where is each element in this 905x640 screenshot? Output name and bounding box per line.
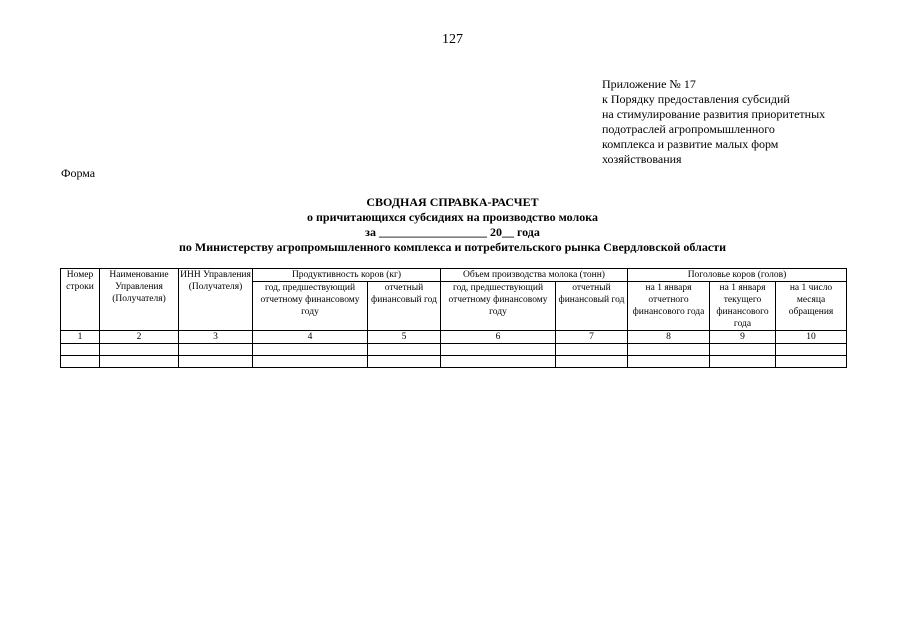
table-cell: [556, 356, 628, 368]
column-number: 2: [100, 331, 179, 344]
column-number: 5: [368, 331, 441, 344]
header-first-of-month: на 1 число месяца обращения: [776, 282, 847, 331]
table-header-row: [61, 269, 847, 282]
title-line: о причитающихся субсидиях на производство молока: [307, 210, 598, 224]
table-row: [61, 344, 847, 356]
appendix-line: комплекса и развитие малых форм: [602, 137, 779, 151]
column-number: 6: [441, 331, 556, 344]
document-title: [0, 195, 905, 255]
table-cell: [368, 344, 441, 356]
table-cell: [556, 344, 628, 356]
subsidy-table: [60, 268, 847, 368]
column-number: 7: [556, 331, 628, 344]
header-row-number: Номер строки: [61, 269, 100, 331]
table-cell: [441, 356, 556, 368]
table-cell: [776, 344, 847, 356]
table-cell: [100, 356, 179, 368]
table-cell: [61, 356, 100, 368]
column-number: 9: [710, 331, 776, 344]
column-number: 4: [253, 331, 368, 344]
table-cell: [253, 344, 368, 356]
column-numbers-row: [61, 331, 847, 344]
header-prev-year-productivity: год, предшествующий отчетному финансовому году: [253, 282, 368, 331]
header-inn: ИНН Управления (Получателя): [179, 269, 253, 331]
table-cell: [179, 344, 253, 356]
title-line: СВОДНАЯ СПРАВКА-РАСЧЕТ: [366, 195, 539, 209]
appendix-note: [602, 77, 825, 167]
header-recipient-name: Наименование Управления (Получателя): [100, 269, 179, 331]
column-number: 10: [776, 331, 847, 344]
header-volume: Объем производства молока (тонн): [441, 269, 628, 282]
table-cell: [710, 344, 776, 356]
header-prev-year-volume: год, предшествующий отчетному финансовому году: [441, 282, 556, 331]
header-jan1-current: на 1 января текущего финансового года: [710, 282, 776, 331]
column-number: 3: [179, 331, 253, 344]
table-cell: [179, 356, 253, 368]
header-report-year-productivity: отчетный финансовый год: [368, 282, 441, 331]
header-productivity: Продуктивность коров (кг): [253, 269, 441, 282]
form-label: Форма: [61, 166, 96, 180]
table-cell: [441, 344, 556, 356]
title-line: за __________________ 20__ года: [365, 225, 540, 239]
table-cell: [628, 344, 710, 356]
header-report-year-volume: отчетный финансовый год: [556, 282, 628, 331]
header-livestock: Поголовье коров (голов): [628, 269, 847, 282]
appendix-line: хозяйствования: [602, 152, 682, 166]
column-number: 1: [61, 331, 100, 344]
column-number: 8: [628, 331, 710, 344]
table-cell: [368, 356, 441, 368]
table-cell: [628, 356, 710, 368]
appendix-line: на стимулирование развития приоритетных: [602, 107, 826, 121]
appendix-line: подотраслей агропромышленного: [602, 122, 775, 136]
table-cell: [253, 356, 368, 368]
table-cell: [100, 344, 179, 356]
header-jan1-report: на 1 января отчетного финансового года: [628, 282, 710, 331]
table-cell: [61, 344, 100, 356]
page-number: 127: [442, 32, 463, 47]
table-cell: [776, 356, 847, 368]
appendix-line: к Порядку предоставления субсидий: [602, 92, 790, 106]
table-row: [61, 356, 847, 368]
title-line: по Министерству агропромышленного комплекса и потребительского рынка Свердловской области: [179, 240, 726, 254]
appendix-line: Приложение № 17: [602, 77, 696, 91]
table-cell: [710, 356, 776, 368]
